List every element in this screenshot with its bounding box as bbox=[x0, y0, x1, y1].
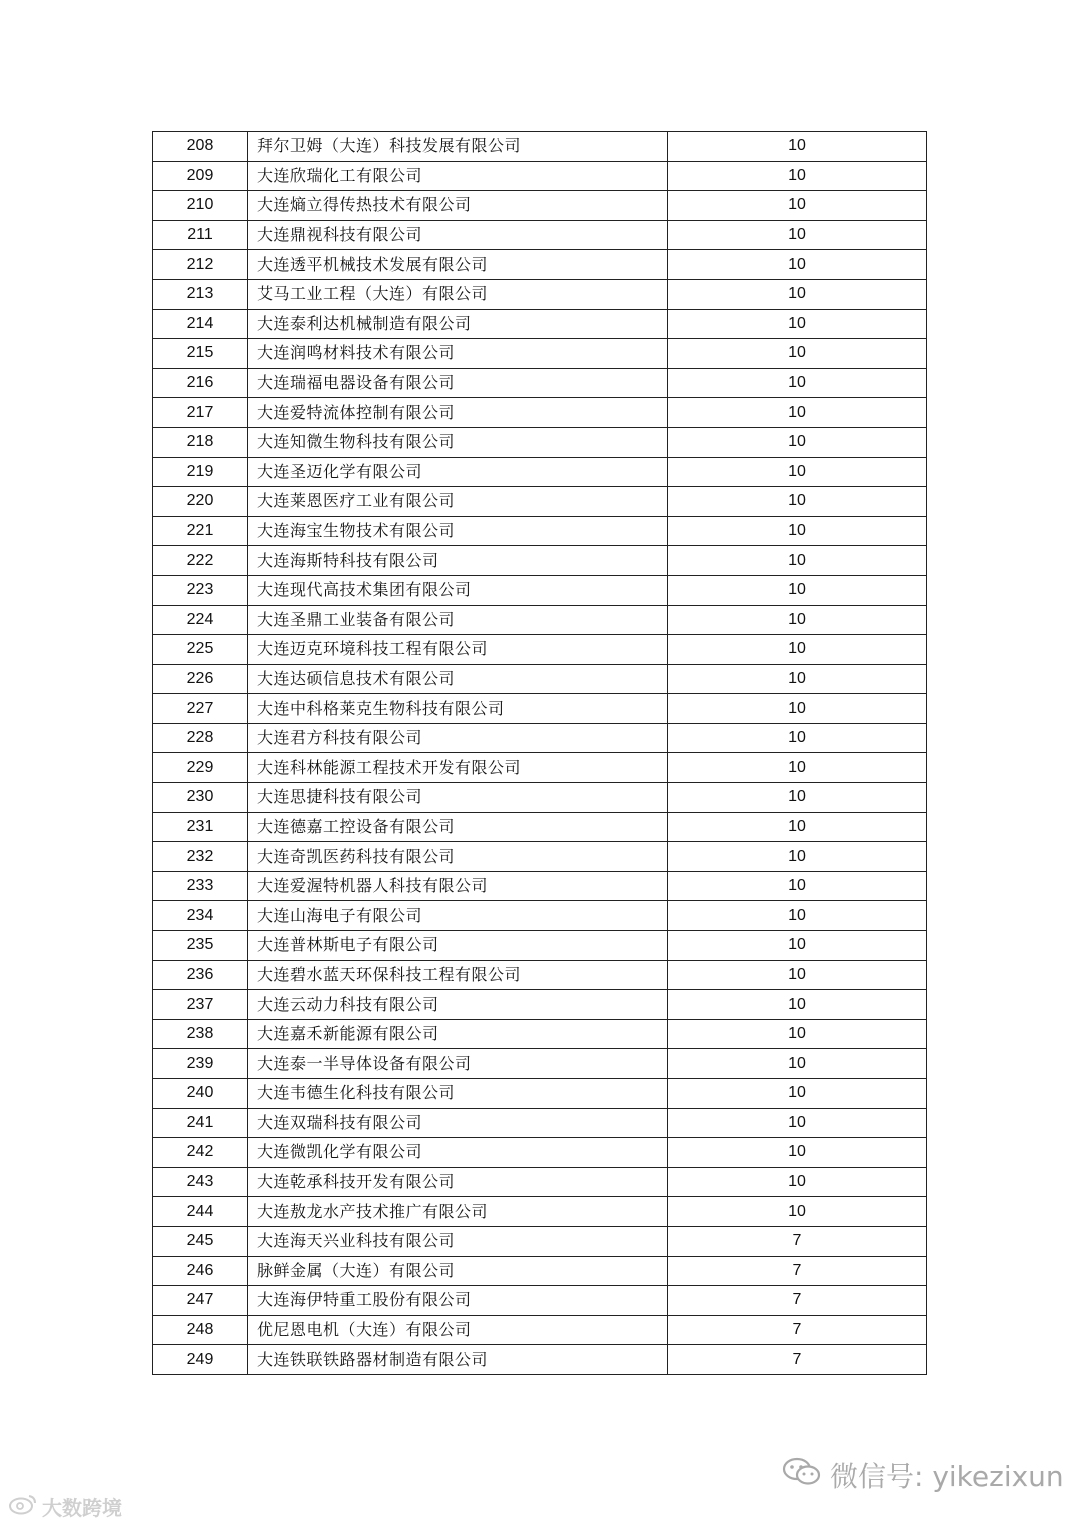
row-number: 244 bbox=[153, 1197, 248, 1227]
company-name: 大连德嘉工控设备有限公司 bbox=[248, 812, 668, 842]
table-row bbox=[153, 427, 927, 457]
table-row bbox=[153, 1167, 927, 1197]
company-name: 大连圣迈化学有限公司 bbox=[248, 457, 668, 487]
company-name: 大连爱特流体控制有限公司 bbox=[248, 398, 668, 428]
company-name: 大连普林斯电子有限公司 bbox=[248, 931, 668, 961]
table-row bbox=[153, 161, 927, 191]
score-cell: 10 bbox=[668, 309, 927, 339]
table-row bbox=[153, 931, 927, 961]
row-number: 247 bbox=[153, 1286, 248, 1316]
score-cell: 10 bbox=[668, 723, 927, 753]
score-cell: 10 bbox=[668, 960, 927, 990]
row-number: 246 bbox=[153, 1256, 248, 1286]
wechat-icon bbox=[782, 1456, 822, 1495]
score-cell: 10 bbox=[668, 694, 927, 724]
company-name: 大连知微生物科技有限公司 bbox=[248, 427, 668, 457]
row-number: 236 bbox=[153, 960, 248, 990]
row-number: 243 bbox=[153, 1167, 248, 1197]
score-cell: 10 bbox=[668, 487, 927, 517]
table-row bbox=[153, 990, 927, 1020]
row-number: 222 bbox=[153, 546, 248, 576]
company-name: 大连碧水蓝天环保科技工程有限公司 bbox=[248, 960, 668, 990]
score-cell: 10 bbox=[668, 250, 927, 280]
score-cell: 10 bbox=[668, 842, 927, 872]
watermark-left bbox=[8, 1492, 122, 1521]
company-name: 大连现代高技术集团有限公司 bbox=[248, 575, 668, 605]
table-row bbox=[153, 635, 927, 665]
row-number: 224 bbox=[153, 605, 248, 635]
table-row bbox=[153, 605, 927, 635]
table-row bbox=[153, 1079, 927, 1109]
table-row bbox=[153, 309, 927, 339]
row-number: 242 bbox=[153, 1138, 248, 1168]
company-name: 大连奇凯医药科技有限公司 bbox=[248, 842, 668, 872]
company-name: 大连君方科技有限公司 bbox=[248, 723, 668, 753]
table-row bbox=[153, 250, 927, 280]
watermark-right-text: 微信号: yikezixun bbox=[830, 1460, 1064, 1493]
company-name: 拜尔卫姆（大连）科技发展有限公司 bbox=[248, 132, 668, 162]
row-number: 208 bbox=[153, 132, 248, 162]
table-row bbox=[153, 575, 927, 605]
company-name: 大连云动力科技有限公司 bbox=[248, 990, 668, 1020]
row-number: 213 bbox=[153, 279, 248, 309]
score-cell: 10 bbox=[668, 901, 927, 931]
score-cell: 10 bbox=[668, 132, 927, 162]
score-cell: 10 bbox=[668, 220, 927, 250]
company-name: 大连中科格莱克生物科技有限公司 bbox=[248, 694, 668, 724]
score-cell: 10 bbox=[668, 931, 927, 961]
score-cell: 10 bbox=[668, 1019, 927, 1049]
table-row bbox=[153, 1226, 927, 1256]
score-cell: 10 bbox=[668, 368, 927, 398]
row-number: 233 bbox=[153, 871, 248, 901]
company-name: 大连迈克环境科技工程有限公司 bbox=[248, 635, 668, 665]
row-number: 248 bbox=[153, 1315, 248, 1345]
company-name: 大连海伊特重工股份有限公司 bbox=[248, 1286, 668, 1316]
row-number: 241 bbox=[153, 1108, 248, 1138]
company-name: 大连爱渥特机器人科技有限公司 bbox=[248, 871, 668, 901]
row-number: 209 bbox=[153, 161, 248, 191]
table-row bbox=[153, 1049, 927, 1079]
row-number: 235 bbox=[153, 931, 248, 961]
company-name: 大连润鸣材料技术有限公司 bbox=[248, 339, 668, 369]
table-row bbox=[153, 368, 927, 398]
score-cell: 10 bbox=[668, 279, 927, 309]
company-name: 大连莱恩医疗工业有限公司 bbox=[248, 487, 668, 517]
score-cell: 10 bbox=[668, 871, 927, 901]
row-number: 234 bbox=[153, 901, 248, 931]
row-number: 245 bbox=[153, 1226, 248, 1256]
row-number: 211 bbox=[153, 220, 248, 250]
company-name: 大连思捷科技有限公司 bbox=[248, 783, 668, 813]
weibo-icon bbox=[8, 1493, 38, 1520]
score-cell: 10 bbox=[668, 1079, 927, 1109]
score-cell: 10 bbox=[668, 575, 927, 605]
row-number: 217 bbox=[153, 398, 248, 428]
score-cell: 10 bbox=[668, 635, 927, 665]
score-cell: 10 bbox=[668, 1049, 927, 1079]
row-number: 229 bbox=[153, 753, 248, 783]
company-name: 大连双瑞科技有限公司 bbox=[248, 1108, 668, 1138]
row-number: 216 bbox=[153, 368, 248, 398]
score-cell: 10 bbox=[668, 664, 927, 694]
score-cell: 10 bbox=[668, 516, 927, 546]
company-name: 大连韦德生化科技有限公司 bbox=[248, 1079, 668, 1109]
row-number: 218 bbox=[153, 427, 248, 457]
row-number: 210 bbox=[153, 191, 248, 221]
score-cell: 10 bbox=[668, 191, 927, 221]
score-cell: 10 bbox=[668, 398, 927, 428]
row-number: 230 bbox=[153, 783, 248, 813]
score-cell: 10 bbox=[668, 990, 927, 1020]
table-row bbox=[153, 901, 927, 931]
score-cell: 10 bbox=[668, 161, 927, 191]
company-name: 大连达硕信息技术有限公司 bbox=[248, 664, 668, 694]
row-number: 212 bbox=[153, 250, 248, 280]
table-row bbox=[153, 1197, 927, 1227]
table-row bbox=[153, 723, 927, 753]
score-cell: 7 bbox=[668, 1226, 927, 1256]
company-name: 大连敖龙水产技术推广有限公司 bbox=[248, 1197, 668, 1227]
company-name: 大连海斯特科技有限公司 bbox=[248, 546, 668, 576]
score-cell: 10 bbox=[668, 427, 927, 457]
score-cell: 7 bbox=[668, 1315, 927, 1345]
company-name: 大连乾承科技开发有限公司 bbox=[248, 1167, 668, 1197]
company-name: 大连嘉禾新能源有限公司 bbox=[248, 1019, 668, 1049]
table-row bbox=[153, 664, 927, 694]
company-name: 大连透平机械技术发展有限公司 bbox=[248, 250, 668, 280]
watermark-right bbox=[782, 1455, 1064, 1495]
table-row bbox=[153, 279, 927, 309]
company-name: 大连科林能源工程技术开发有限公司 bbox=[248, 753, 668, 783]
company-name: 大连熵立得传热技术有限公司 bbox=[248, 191, 668, 221]
row-number: 223 bbox=[153, 575, 248, 605]
score-cell: 7 bbox=[668, 1345, 927, 1375]
table-row bbox=[153, 871, 927, 901]
score-cell: 10 bbox=[668, 457, 927, 487]
company-name: 大连瑞福电器设备有限公司 bbox=[248, 368, 668, 398]
company-name: 大连海天兴业科技有限公司 bbox=[248, 1226, 668, 1256]
table-row bbox=[153, 1315, 927, 1345]
company-name: 大连圣鼎工业装备有限公司 bbox=[248, 605, 668, 635]
table-row bbox=[153, 487, 927, 517]
row-number: 220 bbox=[153, 487, 248, 517]
table-row bbox=[153, 783, 927, 813]
table-row bbox=[153, 1256, 927, 1286]
company-name: 脉鲜金属（大连）有限公司 bbox=[248, 1256, 668, 1286]
table-row bbox=[153, 191, 927, 221]
score-cell: 10 bbox=[668, 1167, 927, 1197]
company-name: 大连铁联铁路器材制造有限公司 bbox=[248, 1345, 668, 1375]
score-cell: 7 bbox=[668, 1256, 927, 1286]
score-cell: 10 bbox=[668, 1197, 927, 1227]
row-number: 228 bbox=[153, 723, 248, 753]
table-row bbox=[153, 457, 927, 487]
score-cell: 10 bbox=[668, 1138, 927, 1168]
row-number: 214 bbox=[153, 309, 248, 339]
score-cell: 10 bbox=[668, 546, 927, 576]
company-name: 大连山海电子有限公司 bbox=[248, 901, 668, 931]
table-row bbox=[153, 1345, 927, 1375]
table-row bbox=[153, 1286, 927, 1316]
row-number: 238 bbox=[153, 1019, 248, 1049]
table-row bbox=[153, 842, 927, 872]
table-row bbox=[153, 220, 927, 250]
table-row bbox=[153, 398, 927, 428]
row-number: 219 bbox=[153, 457, 248, 487]
row-number: 239 bbox=[153, 1049, 248, 1079]
company-name: 大连海宝生物技术有限公司 bbox=[248, 516, 668, 546]
score-cell: 10 bbox=[668, 753, 927, 783]
company-name: 大连泰利达机械制造有限公司 bbox=[248, 309, 668, 339]
table-row bbox=[153, 812, 927, 842]
score-cell: 10 bbox=[668, 1108, 927, 1138]
row-number: 231 bbox=[153, 812, 248, 842]
company-name: 艾马工业工程（大连）有限公司 bbox=[248, 279, 668, 309]
table-row bbox=[153, 516, 927, 546]
table-row bbox=[153, 339, 927, 369]
company-name: 大连微凯化学有限公司 bbox=[248, 1138, 668, 1168]
score-cell: 10 bbox=[668, 339, 927, 369]
company-name: 大连欣瑞化工有限公司 bbox=[248, 161, 668, 191]
score-cell: 10 bbox=[668, 605, 927, 635]
table-row bbox=[153, 132, 927, 162]
company-name: 大连泰一半导体设备有限公司 bbox=[248, 1049, 668, 1079]
row-number: 226 bbox=[153, 664, 248, 694]
row-number: 249 bbox=[153, 1345, 248, 1375]
row-number: 221 bbox=[153, 516, 248, 546]
score-cell: 7 bbox=[668, 1286, 927, 1316]
table-row bbox=[153, 1138, 927, 1168]
watermark-left-text: 大数跨境 bbox=[42, 1496, 122, 1520]
table-row bbox=[153, 694, 927, 724]
company-table bbox=[152, 131, 927, 1375]
company-name: 优尼恩电机（大连）有限公司 bbox=[248, 1315, 668, 1345]
row-number: 227 bbox=[153, 694, 248, 724]
row-number: 237 bbox=[153, 990, 248, 1020]
table-row bbox=[153, 960, 927, 990]
table-row bbox=[153, 1108, 927, 1138]
company-name: 大连鼎视科技有限公司 bbox=[248, 220, 668, 250]
score-cell: 10 bbox=[668, 812, 927, 842]
row-number: 232 bbox=[153, 842, 248, 872]
table-row bbox=[153, 546, 927, 576]
table-body bbox=[153, 132, 927, 1375]
row-number: 225 bbox=[153, 635, 248, 665]
table-row bbox=[153, 1019, 927, 1049]
row-number: 240 bbox=[153, 1079, 248, 1109]
table-row bbox=[153, 753, 927, 783]
row-number: 215 bbox=[153, 339, 248, 369]
score-cell: 10 bbox=[668, 783, 927, 813]
